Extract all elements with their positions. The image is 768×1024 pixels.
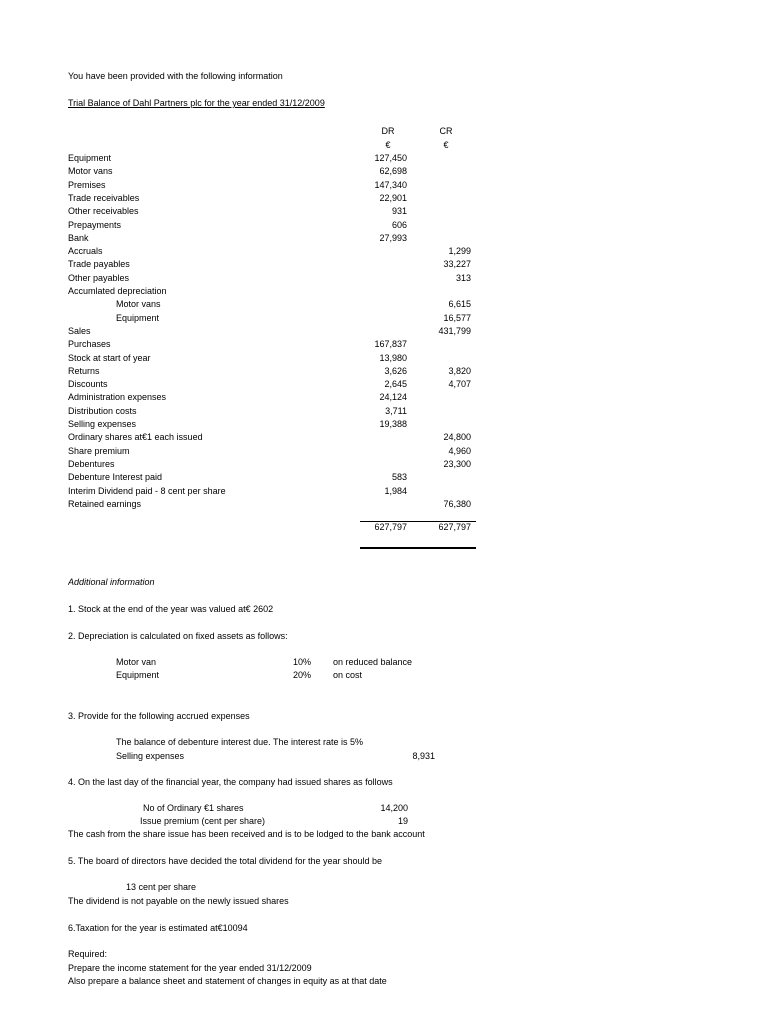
tb-row-dr: 147,340: [374, 180, 407, 190]
total-cr: 627,797: [438, 522, 471, 532]
dep-item-1: Equipment: [116, 670, 160, 680]
dr-header: DR: [381, 126, 395, 136]
tb-row-dr: 127,450: [374, 153, 407, 163]
tb-row-label: Selling expenses: [68, 419, 137, 429]
note-4-premium-value: 19: [397, 816, 408, 826]
total-dr: 627,797: [374, 522, 407, 532]
cr-header: CR: [439, 126, 453, 136]
note-5-rate: 13 cent per share: [126, 882, 197, 892]
note-5: 5. The board of directors have decided the total dividend for the year should be: [68, 856, 383, 866]
tb-row-dr: 3,626: [384, 366, 407, 376]
tb-row-label: Sales: [68, 326, 91, 336]
note-4-shares-label: No of Ordinary €1 shares: [143, 803, 244, 813]
trial-balance-title: Trial Balance of Dahl Partners plc for the year ended 31/12/2009: [68, 98, 325, 108]
note-1: 1. Stock at the end of the year was valued at€ 2602: [68, 604, 274, 614]
tb-row-label: Returns: [68, 366, 100, 376]
tb-row-cr: 76,380: [443, 499, 471, 509]
tb-row-label: Motor vans: [68, 166, 113, 176]
tb-row-label: Interim Dividend paid - 8 cent per share: [68, 486, 226, 496]
tb-row-cr: 4,960: [448, 446, 471, 456]
intro-text: You have been provided with the following information: [68, 71, 283, 81]
tb-row-label: Trade receivables: [68, 193, 140, 203]
note-4: 4. On the last day of the financial year, the company had issued shares as follows: [68, 777, 393, 787]
tb-row-dr: 1,984: [384, 486, 407, 496]
tb-row-label: Retained earnings: [68, 499, 142, 509]
tb-row-label: Motor vans: [116, 299, 161, 309]
note-2: 2. Depreciation is calculated on fixed assets as follows:: [68, 631, 288, 641]
tb-row-label: Ordinary shares at€1 each issued: [68, 432, 203, 442]
tb-row-cr: 24,800: [443, 432, 471, 442]
tb-row-label: Trade payables: [68, 259, 130, 269]
total-rule-bottom: [360, 547, 476, 549]
tb-row-cr: 3,820: [448, 366, 471, 376]
tb-row-dr: 2,645: [384, 379, 407, 389]
tb-row-cr: 1,299: [448, 246, 471, 256]
tb-row-label: Stock at start of year: [68, 353, 151, 363]
dr-currency: €: [385, 140, 391, 150]
tb-row-dr: 3,711: [385, 406, 407, 416]
note-4-shares-value: 14,200: [380, 803, 408, 813]
tb-row-dr: 24,124: [379, 392, 407, 402]
dep-method-0: on reduced balance: [333, 657, 413, 667]
note-3-selling-value: 8,931: [412, 751, 435, 761]
tb-row-cr: 16,577: [443, 313, 471, 323]
tb-row-label: Other receivables: [68, 206, 139, 216]
tb-row-dr: 13,980: [379, 353, 407, 363]
note-4-premium-label: Issue premium (cent per share): [140, 816, 266, 826]
tb-row-dr: 167,837: [374, 339, 407, 349]
tb-row-label: Purchases: [68, 339, 111, 349]
tb-row-cr: 4,707: [448, 379, 471, 389]
cr-currency: €: [443, 140, 449, 150]
dep-rate-0: 10%: [293, 657, 312, 667]
tb-row-label: Debentures: [68, 459, 115, 469]
tb-row-label: Discounts: [68, 379, 108, 389]
required-1: Prepare the income statement for the year ended 31/12/2009: [68, 963, 312, 973]
tb-row-label: Prepayments: [68, 220, 122, 230]
tb-row-dr: 27,993: [379, 233, 407, 243]
tb-row-dr: 931: [391, 206, 407, 216]
tb-row-cr: 33,227: [443, 259, 471, 269]
tb-row-cr: 6,615: [448, 299, 471, 309]
required-heading: Required:: [68, 949, 108, 959]
tb-row-label: Premises: [68, 180, 106, 190]
note-4-cash: The cash from the share issue has been received and is to be lodged to the bank account: [68, 829, 425, 839]
tb-row-label: Other payables: [68, 273, 130, 283]
tb-row-cr: 431,799: [438, 326, 471, 336]
tb-row-label: Accruals: [68, 246, 103, 256]
tb-row-dr: 62,698: [379, 166, 407, 176]
tb-row-label: Distribution costs: [68, 406, 137, 416]
dep-rate-1: 20%: [293, 670, 312, 680]
dep-method-1: on cost: [333, 670, 363, 680]
additional-info-title: Additional information: [68, 577, 155, 587]
tb-row-label: Equipment: [116, 313, 160, 323]
tb-row-cr: 313: [455, 273, 471, 283]
note-5-dividend: The dividend is not payable on the newly issued shares: [68, 896, 289, 906]
tb-row-dr: 22,901: [379, 193, 407, 203]
tb-row-label: Debenture Interest paid: [68, 472, 163, 482]
note-3: 3. Provide for the following accrued expenses: [68, 711, 250, 721]
note-3-debenture: The balance of debenture interest due. The interest rate is 5%: [116, 737, 363, 747]
tb-row-label: Administration expenses: [68, 392, 167, 402]
tb-row-cr: 23,300: [443, 459, 471, 469]
tb-row-label: Bank: [68, 233, 89, 243]
tb-row-label: Equipment: [68, 153, 112, 163]
note-3-selling-label: Selling expenses: [116, 751, 185, 761]
note-6: 6.Taxation for the year is estimated at€10094: [68, 923, 248, 933]
tb-row-label: Accumlated depreciation: [68, 286, 167, 296]
required-2: Also prepare a balance sheet and statement of changes in equity as at that date: [68, 976, 387, 986]
dep-item-0: Motor van: [116, 657, 157, 667]
tb-row-dr: 606: [391, 220, 407, 230]
tb-row-dr: 19,388: [379, 419, 407, 429]
tb-row-label: Share premium: [68, 446, 130, 456]
tb-row-dr: 583: [391, 472, 407, 482]
